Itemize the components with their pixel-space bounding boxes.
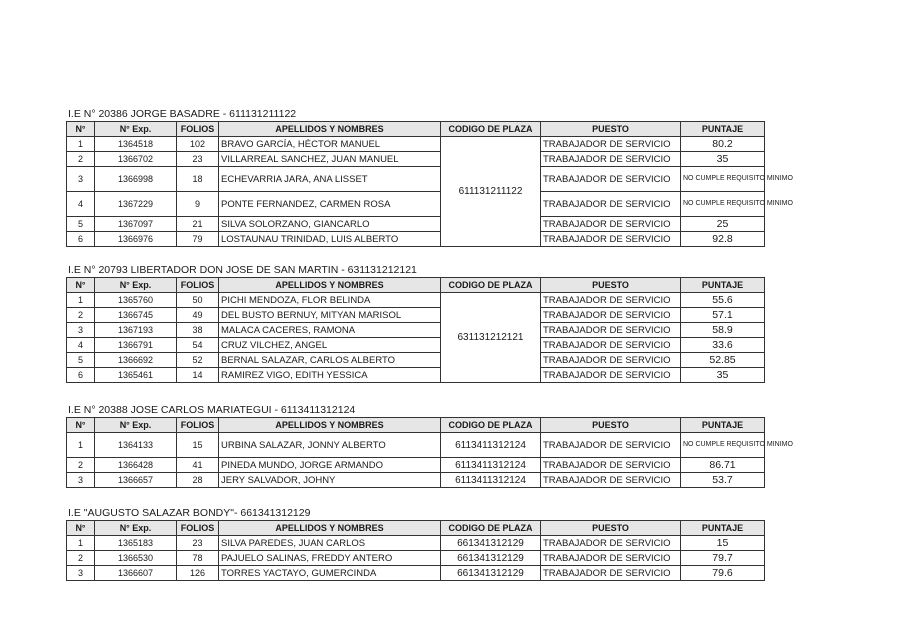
row-number: 3 xyxy=(67,323,95,338)
table-row xyxy=(67,566,765,581)
folios-cell: 15 xyxy=(177,433,219,458)
row-number: 2 xyxy=(67,551,95,566)
expediente-cell: 1365183 xyxy=(95,536,177,551)
puntaje-cell: NO CUMPLE REQUISITO MINIMO xyxy=(681,433,765,458)
column-header: PUNTAJE xyxy=(681,122,765,137)
table-row xyxy=(67,433,765,458)
puntaje-cell: 35 xyxy=(681,152,765,167)
table-row xyxy=(67,137,765,152)
puesto-cell: TRABAJADOR DE SERVICIO xyxy=(541,152,681,167)
folios-cell: 102 xyxy=(177,137,219,152)
column-header: APELLIDOS Y NOMBRES xyxy=(219,521,441,536)
applicant-name: TORRES YACTAYO, GUMERCINDA xyxy=(219,566,441,581)
row-number: 3 xyxy=(67,473,95,488)
puesto-cell: TRABAJADOR DE SERVICIO xyxy=(541,338,681,353)
puesto-cell: TRABAJADOR DE SERVICIO xyxy=(541,137,681,152)
folios-cell: 18 xyxy=(177,167,219,192)
table-row xyxy=(67,192,765,217)
puntaje-cell: 79.6 xyxy=(681,566,765,581)
codigo-plaza-cell: 6113411312124 xyxy=(441,473,541,488)
folios-cell: 38 xyxy=(177,323,219,338)
column-header: FOLIOS xyxy=(177,278,219,293)
codigo-plaza-cell: 611131211122 xyxy=(441,137,541,247)
puntaje-cell: 86.71 xyxy=(681,458,765,473)
expediente-cell: 1366791 xyxy=(95,338,177,353)
puesto-cell: TRABAJADOR DE SERVICIO xyxy=(541,293,681,308)
codigo-plaza-cell: 661341312129 xyxy=(441,566,541,581)
results-table xyxy=(66,277,765,383)
applicant-name: PAJUELO SALINAS, FREDDY ANTERO xyxy=(219,551,441,566)
table-row xyxy=(67,551,765,566)
expediente-cell: 1366998 xyxy=(95,167,177,192)
puesto-cell: TRABAJADOR DE SERVICIO xyxy=(541,433,681,458)
column-header: PUNTAJE xyxy=(681,278,765,293)
expediente-cell: 1366702 xyxy=(95,152,177,167)
row-number: 4 xyxy=(67,338,95,353)
table-row xyxy=(67,167,765,192)
results-table xyxy=(66,520,765,581)
expediente-cell: 1367229 xyxy=(95,192,177,217)
puntaje-cell: 92.8 xyxy=(681,232,765,247)
column-header: PUESTO xyxy=(541,278,681,293)
puntaje-cell: 55.6 xyxy=(681,293,765,308)
column-header: CODIGO DE PLAZA xyxy=(441,521,541,536)
applicant-name: DEL BUSTO BERNUY, MITYAN MARISOL xyxy=(219,308,441,323)
section-2 xyxy=(66,264,766,383)
puntaje-cell: 57.1 xyxy=(681,308,765,323)
table-header-row xyxy=(67,521,765,536)
applicant-name: JERY SALVADOR, JOHNY xyxy=(219,473,441,488)
section-title: I.E N° 20388 JOSE CARLOS MARIATEGUI - 6113411312124 xyxy=(68,404,356,416)
table-row xyxy=(67,308,765,323)
applicant-name: SILVA SOLORZANO, GIANCARLO xyxy=(219,217,441,232)
puntaje-cell: NO CUMPLE REQUISITO MINIMO xyxy=(681,192,765,217)
folios-cell: 126 xyxy=(177,566,219,581)
puesto-cell: TRABAJADOR DE SERVICIO xyxy=(541,323,681,338)
column-header: N° xyxy=(67,122,95,137)
table-row xyxy=(67,217,765,232)
expediente-cell: 1366607 xyxy=(95,566,177,581)
puesto-cell: TRABAJADOR DE SERVICIO xyxy=(541,458,681,473)
folios-cell: 23 xyxy=(177,152,219,167)
column-header: N° xyxy=(67,278,95,293)
expediente-cell: 1367193 xyxy=(95,323,177,338)
codigo-plaza-cell: 631131212121 xyxy=(441,293,541,383)
folios-cell: 14 xyxy=(177,368,219,383)
table-row xyxy=(67,232,765,247)
expediente-cell: 1366657 xyxy=(95,473,177,488)
row-number: 5 xyxy=(67,217,95,232)
folios-cell: 50 xyxy=(177,293,219,308)
folios-cell: 54 xyxy=(177,338,219,353)
puesto-cell: TRABAJADOR DE SERVICIO xyxy=(541,353,681,368)
expediente-cell: 1366976 xyxy=(95,232,177,247)
applicant-name: PINEDA MUNDO, JORGE ARMANDO xyxy=(219,458,441,473)
codigo-plaza-cell: 661341312129 xyxy=(441,551,541,566)
puntaje-cell: 15 xyxy=(681,536,765,551)
column-header: APELLIDOS Y NOMBRES xyxy=(219,278,441,293)
expediente-cell: 1366428 xyxy=(95,458,177,473)
applicant-name: BERNAL SALAZAR, CARLOS ALBERTO xyxy=(219,353,441,368)
column-header: CODIGO DE PLAZA xyxy=(441,278,541,293)
puesto-cell: TRABAJADOR DE SERVICIO xyxy=(541,167,681,192)
table-row xyxy=(67,368,765,383)
row-number: 5 xyxy=(67,353,95,368)
puesto-cell: TRABAJADOR DE SERVICIO xyxy=(541,473,681,488)
folios-cell: 28 xyxy=(177,473,219,488)
row-number: 2 xyxy=(67,152,95,167)
table-row xyxy=(67,323,765,338)
table-row xyxy=(67,536,765,551)
column-header: APELLIDOS Y NOMBRES xyxy=(219,418,441,433)
folios-cell: 78 xyxy=(177,551,219,566)
puntaje-cell: 25 xyxy=(681,217,765,232)
table-row xyxy=(67,338,765,353)
section-3 xyxy=(66,404,793,488)
row-number: 1 xyxy=(67,137,95,152)
table-row xyxy=(67,152,765,167)
table-row xyxy=(67,293,765,308)
column-header: FOLIOS xyxy=(177,521,219,536)
puntaje-cell: 52.85 xyxy=(681,353,765,368)
puntaje-cell: 35 xyxy=(681,368,765,383)
column-header: PUESTO xyxy=(541,122,681,137)
column-header: N° Exp. xyxy=(95,418,177,433)
section-title: I.E N° 20793 LIBERTADOR DON JOSE DE SAN MARTIN - 631131212121 xyxy=(68,264,417,276)
row-number: 6 xyxy=(67,232,95,247)
puesto-cell: TRABAJADOR DE SERVICIO xyxy=(541,232,681,247)
applicant-name: BRAVO GARCÍA, HÉCTOR MANUEL xyxy=(219,137,441,152)
results-table xyxy=(66,417,793,488)
applicant-name: ECHEVARRIA JARA, ANA LISSET xyxy=(219,167,441,192)
applicant-name: CRUZ VILCHEZ, ANGEL xyxy=(219,338,441,353)
column-header: APELLIDOS Y NOMBRES xyxy=(219,122,441,137)
puesto-cell: TRABAJADOR DE SERVICIO xyxy=(541,536,681,551)
section-1 xyxy=(66,108,793,247)
column-header: N° Exp. xyxy=(95,278,177,293)
column-header: PUESTO xyxy=(541,521,681,536)
table-header-row xyxy=(67,418,765,433)
folios-cell: 21 xyxy=(177,217,219,232)
column-header: N° Exp. xyxy=(95,122,177,137)
puntaje-cell: 53.7 xyxy=(681,473,765,488)
column-header: FOLIOS xyxy=(177,418,219,433)
folios-cell: 49 xyxy=(177,308,219,323)
codigo-plaza-cell: 6113411312124 xyxy=(441,458,541,473)
column-header: N° xyxy=(67,521,95,536)
column-header: PUNTAJE xyxy=(681,418,765,433)
expediente-cell: 1366692 xyxy=(95,353,177,368)
puntaje-cell: 33.6 xyxy=(681,338,765,353)
applicant-name: VILLARREAL SANCHEZ, JUAN MANUEL xyxy=(219,152,441,167)
applicant-name: PICHI MENDOZA, FLOR BELINDA xyxy=(219,293,441,308)
folios-cell: 23 xyxy=(177,536,219,551)
section-4 xyxy=(66,507,766,581)
puntaje-cell: NO CUMPLE REQUISITO MINIMO xyxy=(681,167,765,192)
puesto-cell: TRABAJADOR DE SERVICIO xyxy=(541,192,681,217)
applicant-name: PONTE FERNANDEZ, CARMEN ROSA xyxy=(219,192,441,217)
row-number: 6 xyxy=(67,368,95,383)
column-header: CODIGO DE PLAZA xyxy=(441,122,541,137)
applicant-name: URBINA SALAZAR, JONNY ALBERTO xyxy=(219,433,441,458)
codigo-plaza-cell: 661341312129 xyxy=(441,536,541,551)
folios-cell: 79 xyxy=(177,232,219,247)
section-title: I.E "AUGUSTO SALAZAR BONDY"- 661341312129 xyxy=(68,507,311,519)
puntaje-cell: 80.2 xyxy=(681,137,765,152)
folios-cell: 9 xyxy=(177,192,219,217)
applicant-name: RAMIREZ VIGO, EDITH YESSICA xyxy=(219,368,441,383)
table-header-row xyxy=(67,278,765,293)
expediente-cell: 1366745 xyxy=(95,308,177,323)
applicant-name: LOSTAUNAU TRINIDAD, LUIS ALBERTO xyxy=(219,232,441,247)
row-number: 2 xyxy=(67,308,95,323)
column-header: CODIGO DE PLAZA xyxy=(441,418,541,433)
column-header: PUNTAJE xyxy=(681,521,765,536)
results-table xyxy=(66,121,793,247)
folios-cell: 52 xyxy=(177,353,219,368)
row-number: 3 xyxy=(67,167,95,192)
table-header-row xyxy=(67,122,765,137)
expediente-cell: 1365461 xyxy=(95,368,177,383)
expediente-cell: 1364133 xyxy=(95,433,177,458)
applicant-name: MALACA CACERES, RAMONA xyxy=(219,323,441,338)
expediente-cell: 1366530 xyxy=(95,551,177,566)
row-number: 1 xyxy=(67,433,95,458)
row-number: 2 xyxy=(67,458,95,473)
expediente-cell: 1367097 xyxy=(95,217,177,232)
puesto-cell: TRABAJADOR DE SERVICIO xyxy=(541,566,681,581)
expediente-cell: 1365760 xyxy=(95,293,177,308)
applicant-name: SILVA PAREDES, JUAN CARLOS xyxy=(219,536,441,551)
puesto-cell: TRABAJADOR DE SERVICIO xyxy=(541,308,681,323)
section-title: I.E N° 20386 JORGE BASADRE - 611131211122 xyxy=(68,108,297,120)
puesto-cell: TRABAJADOR DE SERVICIO xyxy=(541,551,681,566)
expediente-cell: 1364518 xyxy=(95,137,177,152)
puesto-cell: TRABAJADOR DE SERVICIO xyxy=(541,217,681,232)
column-header: FOLIOS xyxy=(177,122,219,137)
row-number: 3 xyxy=(67,566,95,581)
folios-cell: 41 xyxy=(177,458,219,473)
row-number: 1 xyxy=(67,536,95,551)
puesto-cell: TRABAJADOR DE SERVICIO xyxy=(541,368,681,383)
column-header: N° Exp. xyxy=(95,521,177,536)
row-number: 4 xyxy=(67,192,95,217)
table-row xyxy=(67,458,765,473)
puntaje-cell: 58.9 xyxy=(681,323,765,338)
puntaje-cell: 79.7 xyxy=(681,551,765,566)
table-row xyxy=(67,473,765,488)
column-header: PUESTO xyxy=(541,418,681,433)
row-number: 1 xyxy=(67,293,95,308)
codigo-plaza-cell: 6113411312124 xyxy=(441,433,541,458)
column-header: N° xyxy=(67,418,95,433)
table-row xyxy=(67,353,765,368)
